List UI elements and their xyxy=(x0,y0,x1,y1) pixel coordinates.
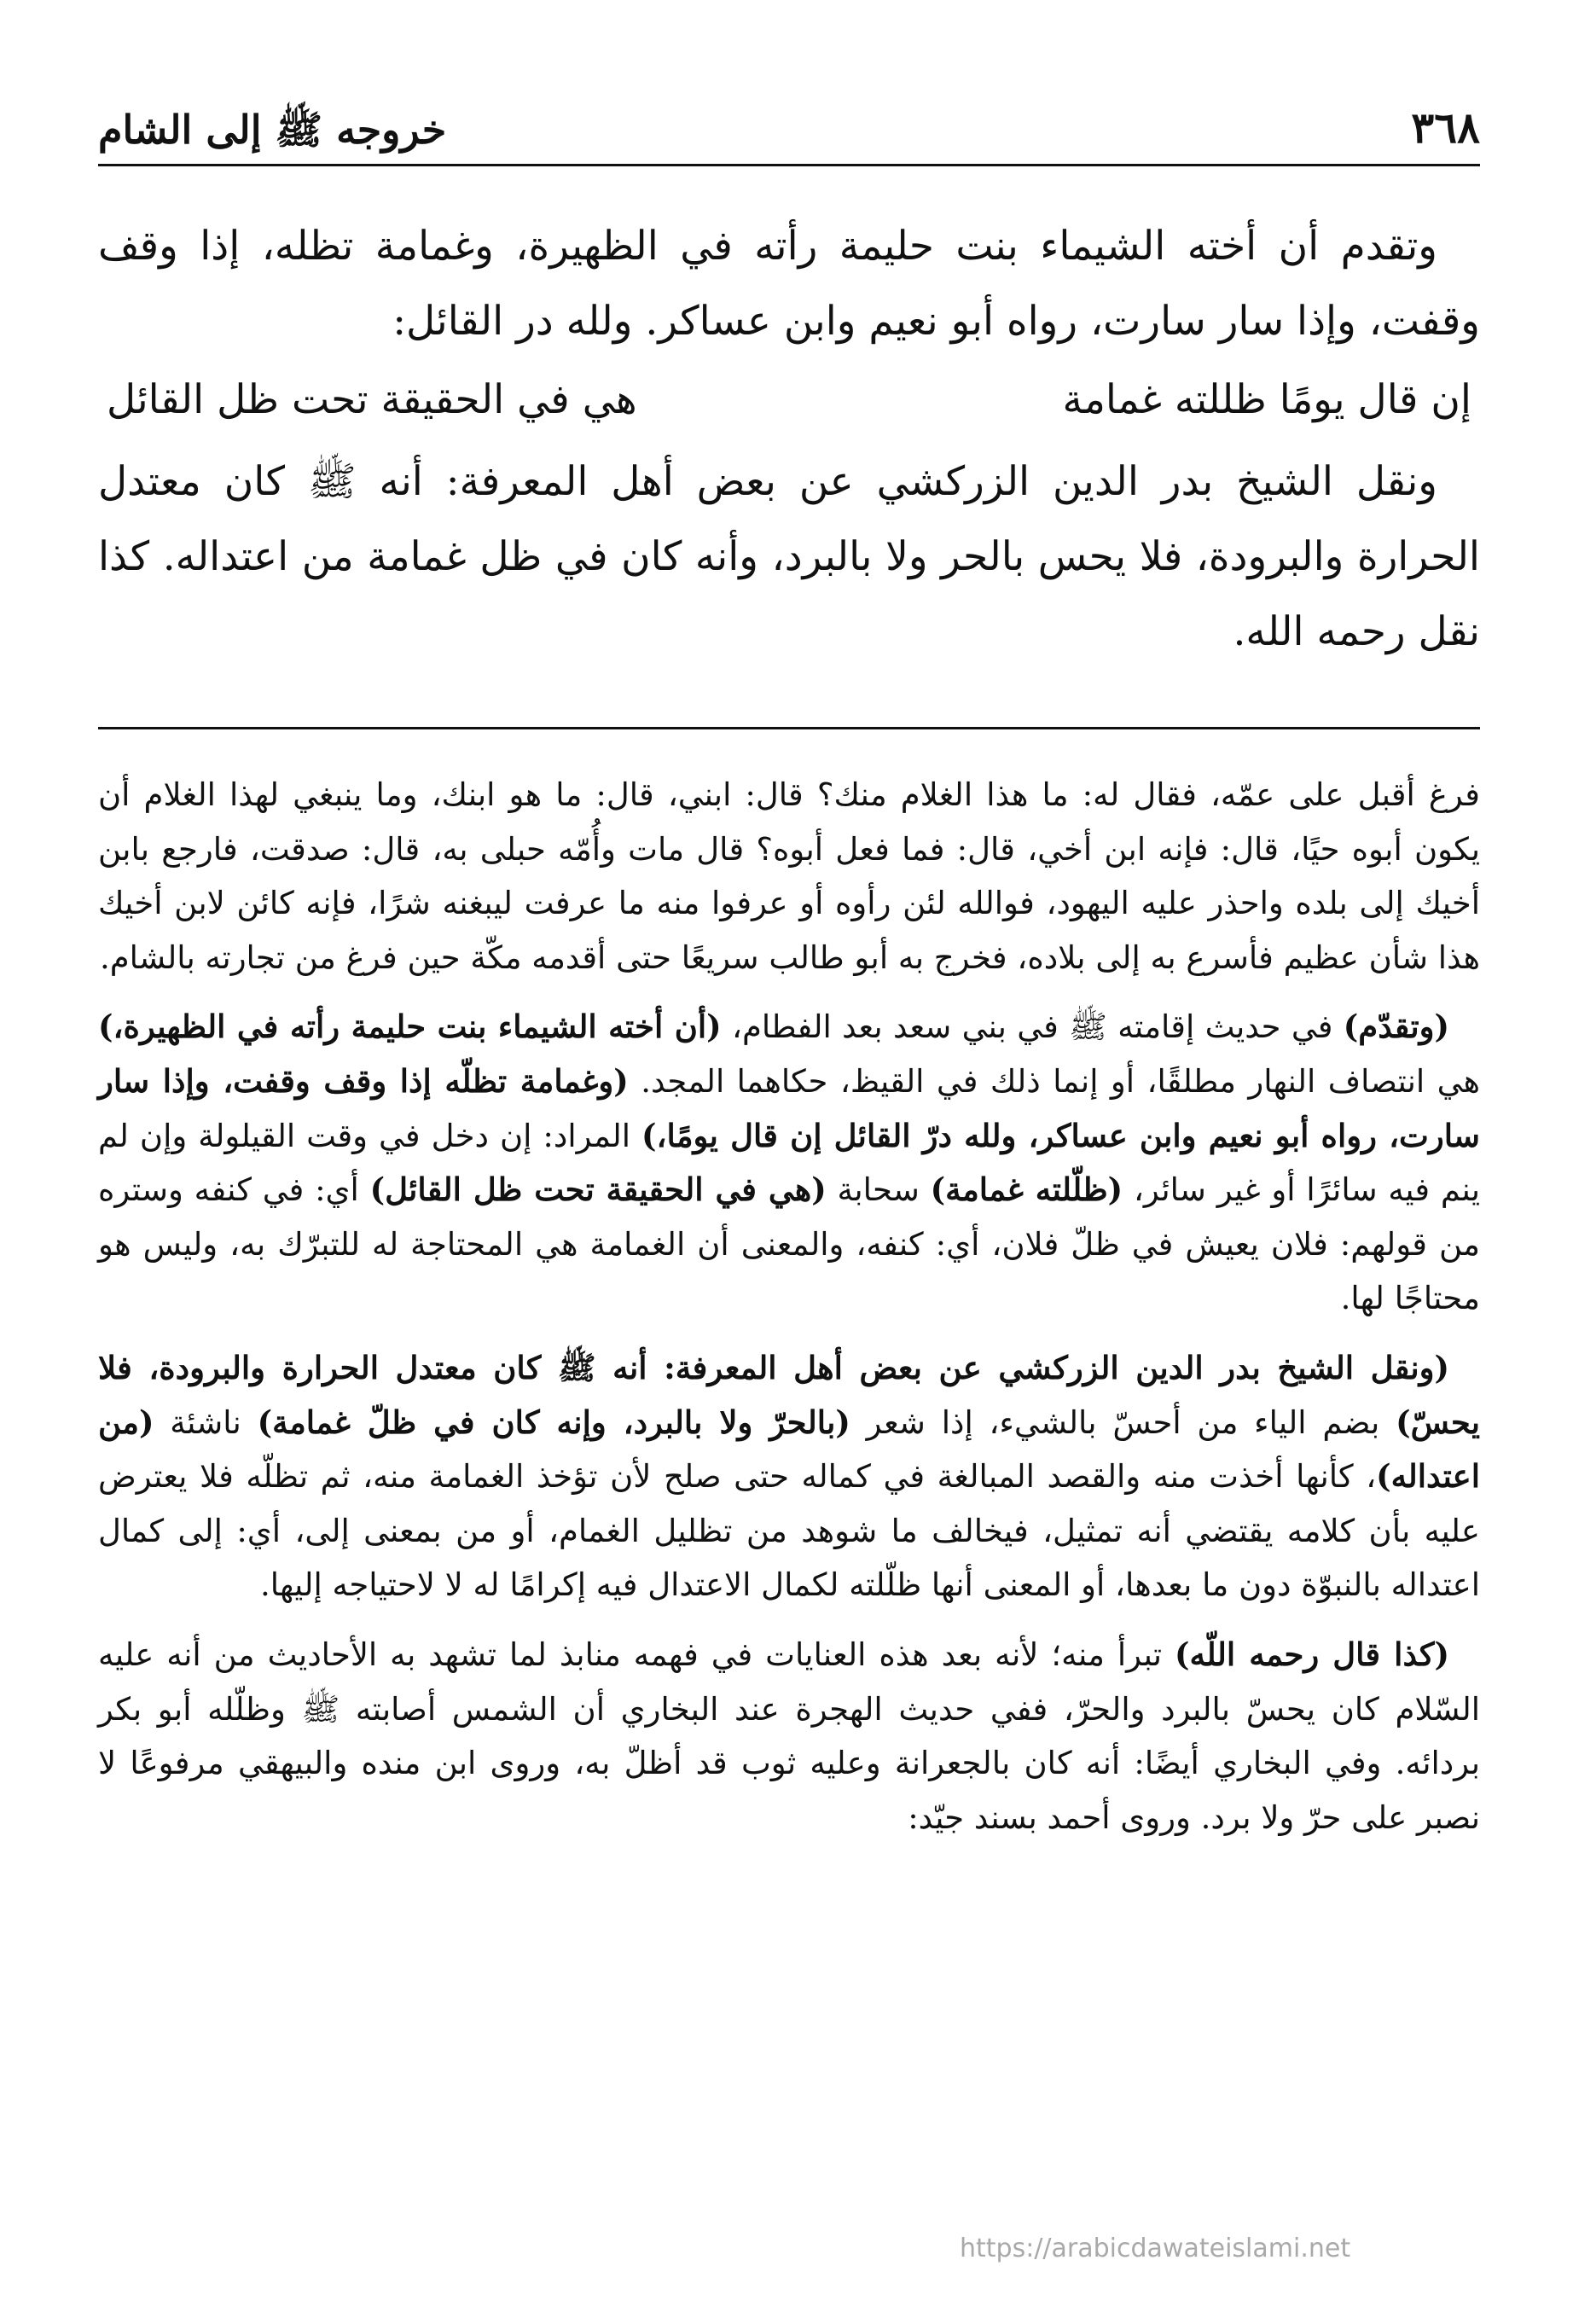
commentary-text: سحابة xyxy=(826,1171,931,1209)
quoted-matn-phrase: (هي في الحقيقة تحت ظل القائل) xyxy=(369,1171,827,1209)
commentary-text: أي: في كنفه وستره من قولهم: فلان يعيش في ظلّ فلان، أي: كنفه، والمعنى أن الغمامة هي المحتاجة له للتبرّك به، وليس هو محتاجًا لها. xyxy=(98,1171,1480,1317)
quoted-matn-phrase: (وغمامة تظلّه إذا وقف وقفت، وإذا سار سارت، رواه أبو نعيم وابن عساكر، ولله درّ القائل إن قال يومًا،) xyxy=(98,1061,1481,1154)
commentary-paragraph xyxy=(98,1341,1480,1612)
poetry-verse xyxy=(98,363,1480,438)
main-text-paragraph: وتقدم أن أخته الشيماء بنت حليمة رأته في الظهيرة، وغمامة تظله، إذا وقف وقفت، وإذا سار سارت، رواه أبو نعيم وابن عساكر. ولله در القائل: xyxy=(98,223,1480,345)
commentary-text: تبرأ منه؛ لأنه بعد هذه العنايات في فهمه منابذ لما تشهد به الأحاديث من أنه عليه السّلام كان يحسّ بالبرد والحرّ، ففي حديث الهجرة عند البخاري أن الشمس أصابته ﷺ وظلّله أبو بكر بردائه. وفي البخاري أيضًا: أنه كان بالجعرانة وعليه ثوب قد أظلّ به، وروى ابن منده والبيهقي مرفوعًا لا نصبر على حرّ ولا برد. وروى أحمد بسند جيّد: xyxy=(98,1636,1480,1836)
commentary-text: ناشئة xyxy=(154,1403,258,1441)
commentary-text: المراد: إن دخل في وقت القيلولة وإن لم ينم فيه سائرًا أو غير سائر، xyxy=(98,1117,1480,1209)
chapter-title: خروجه ﷺ إلى الشام xyxy=(98,107,447,153)
commentary xyxy=(98,768,1480,1860)
quoted-matn-phrase: (ظلّلته غمامة) xyxy=(930,1171,1123,1209)
main-text xyxy=(98,209,1480,670)
page-number: ٣٦٨ xyxy=(1411,102,1480,153)
commentary-text: ، كأنها أخذت منه والقصد المبالغة في كماله حتى صلح لأن تؤخذ الغمامة منه، ثم تظلّه فلا يعترض عليه بأن كلامه يقتضي أنه تمثيل، فيخالف ما شوهد من تظليل الغمام، أو من بمعنى إلى، أي: إلى كمال اعتداله بالنبوّة دون ما بعدها، أو المعنى أنها ظلّلته لكمال الاعتدال فيه إكرامًا له لا لاحتياجه إليها. xyxy=(98,1458,1480,1604)
commentary-text: بضم الياء من أحسّ بالشيء، إذا شعر xyxy=(850,1403,1396,1441)
running-header xyxy=(98,81,1480,153)
header-rule xyxy=(98,164,1480,166)
commentary-text: هي انتصاف النهار مطلقًا، أو إنما ذلك في القيظ، حكاهما المجد. xyxy=(628,1062,1480,1100)
quoted-matn-phrase: (بالحرّ ولا بالبرد، وإنه كان في ظلّ غمامة) xyxy=(257,1403,850,1441)
watermark-url: https://arabicdawateislami.net xyxy=(960,2234,1351,2263)
quoted-matn-phrase: (كذا قال رحمه اللّه) xyxy=(1175,1635,1449,1673)
commentary-paragraph xyxy=(98,1628,1480,1845)
commentary-paragraph: فرغ أقبل على عمّه، فقال له: ما هذا الغلام منك؟ قال: ابني، قال: ما هو ابنك، وما ينبغي لهذا الغلام أن يكون أبوه حيًا، قال: فإنه ابن أخي، قال: فما فعل أبوه؟ قال مات وأُمّه حبلى به، قال: صدقت، فارجع بابن أخيك إلى بلده واحذر عليه اليهود، فوالله لئن رأوه أو عرفوا منه ما عرفت ليبغنه شرًا، فإنه كائن لابن أخيك هذا شأن عظيم فأسرع به إلى بلاده، فخرج به أبو طالب سريعًا حتى أقدمه مكّة حين فرغ من تجارته بالشام. xyxy=(98,776,1480,976)
verse-second-hemistich: هي في الحقيقة تحت ظل القائل xyxy=(107,376,637,423)
quoted-matn-phrase: (من اعتداله) xyxy=(98,1403,1480,1496)
commentary-text: في حديث إقامته ﷺ في بني سعد بعد الفطام، xyxy=(721,1008,1344,1046)
quoted-matn-phrase: (ونقل الشيخ بدر الدين الزركشي عن بعض أهل المعرفة: أنه ﷺ كان معتدل الحرارة والبرودة، فلا يحسّ) xyxy=(98,1348,1480,1441)
commentary-paragraph xyxy=(98,1000,1480,1326)
commentary-separator xyxy=(98,727,1480,729)
main-text-paragraph: ونقل الشيخ بدر الدين الزركشي عن بعض أهل المعرفة: أنه ﷺ كان معتدل الحرارة والبرودة، فلا يحس بالحر ولا بالبرد، وأنه كان في ظل غمامة من اعتداله. كذا نقل رحمه الله. xyxy=(98,458,1480,655)
quoted-matn-phrase: (وتقدّم) xyxy=(1343,1008,1450,1046)
quoted-matn-phrase: (أن أخته الشيماء بنت حليمة رأته في الظهيرة،) xyxy=(98,1008,722,1046)
verse-first-hemistich: إن قال يومًا ظللته غمامة xyxy=(1062,376,1471,423)
